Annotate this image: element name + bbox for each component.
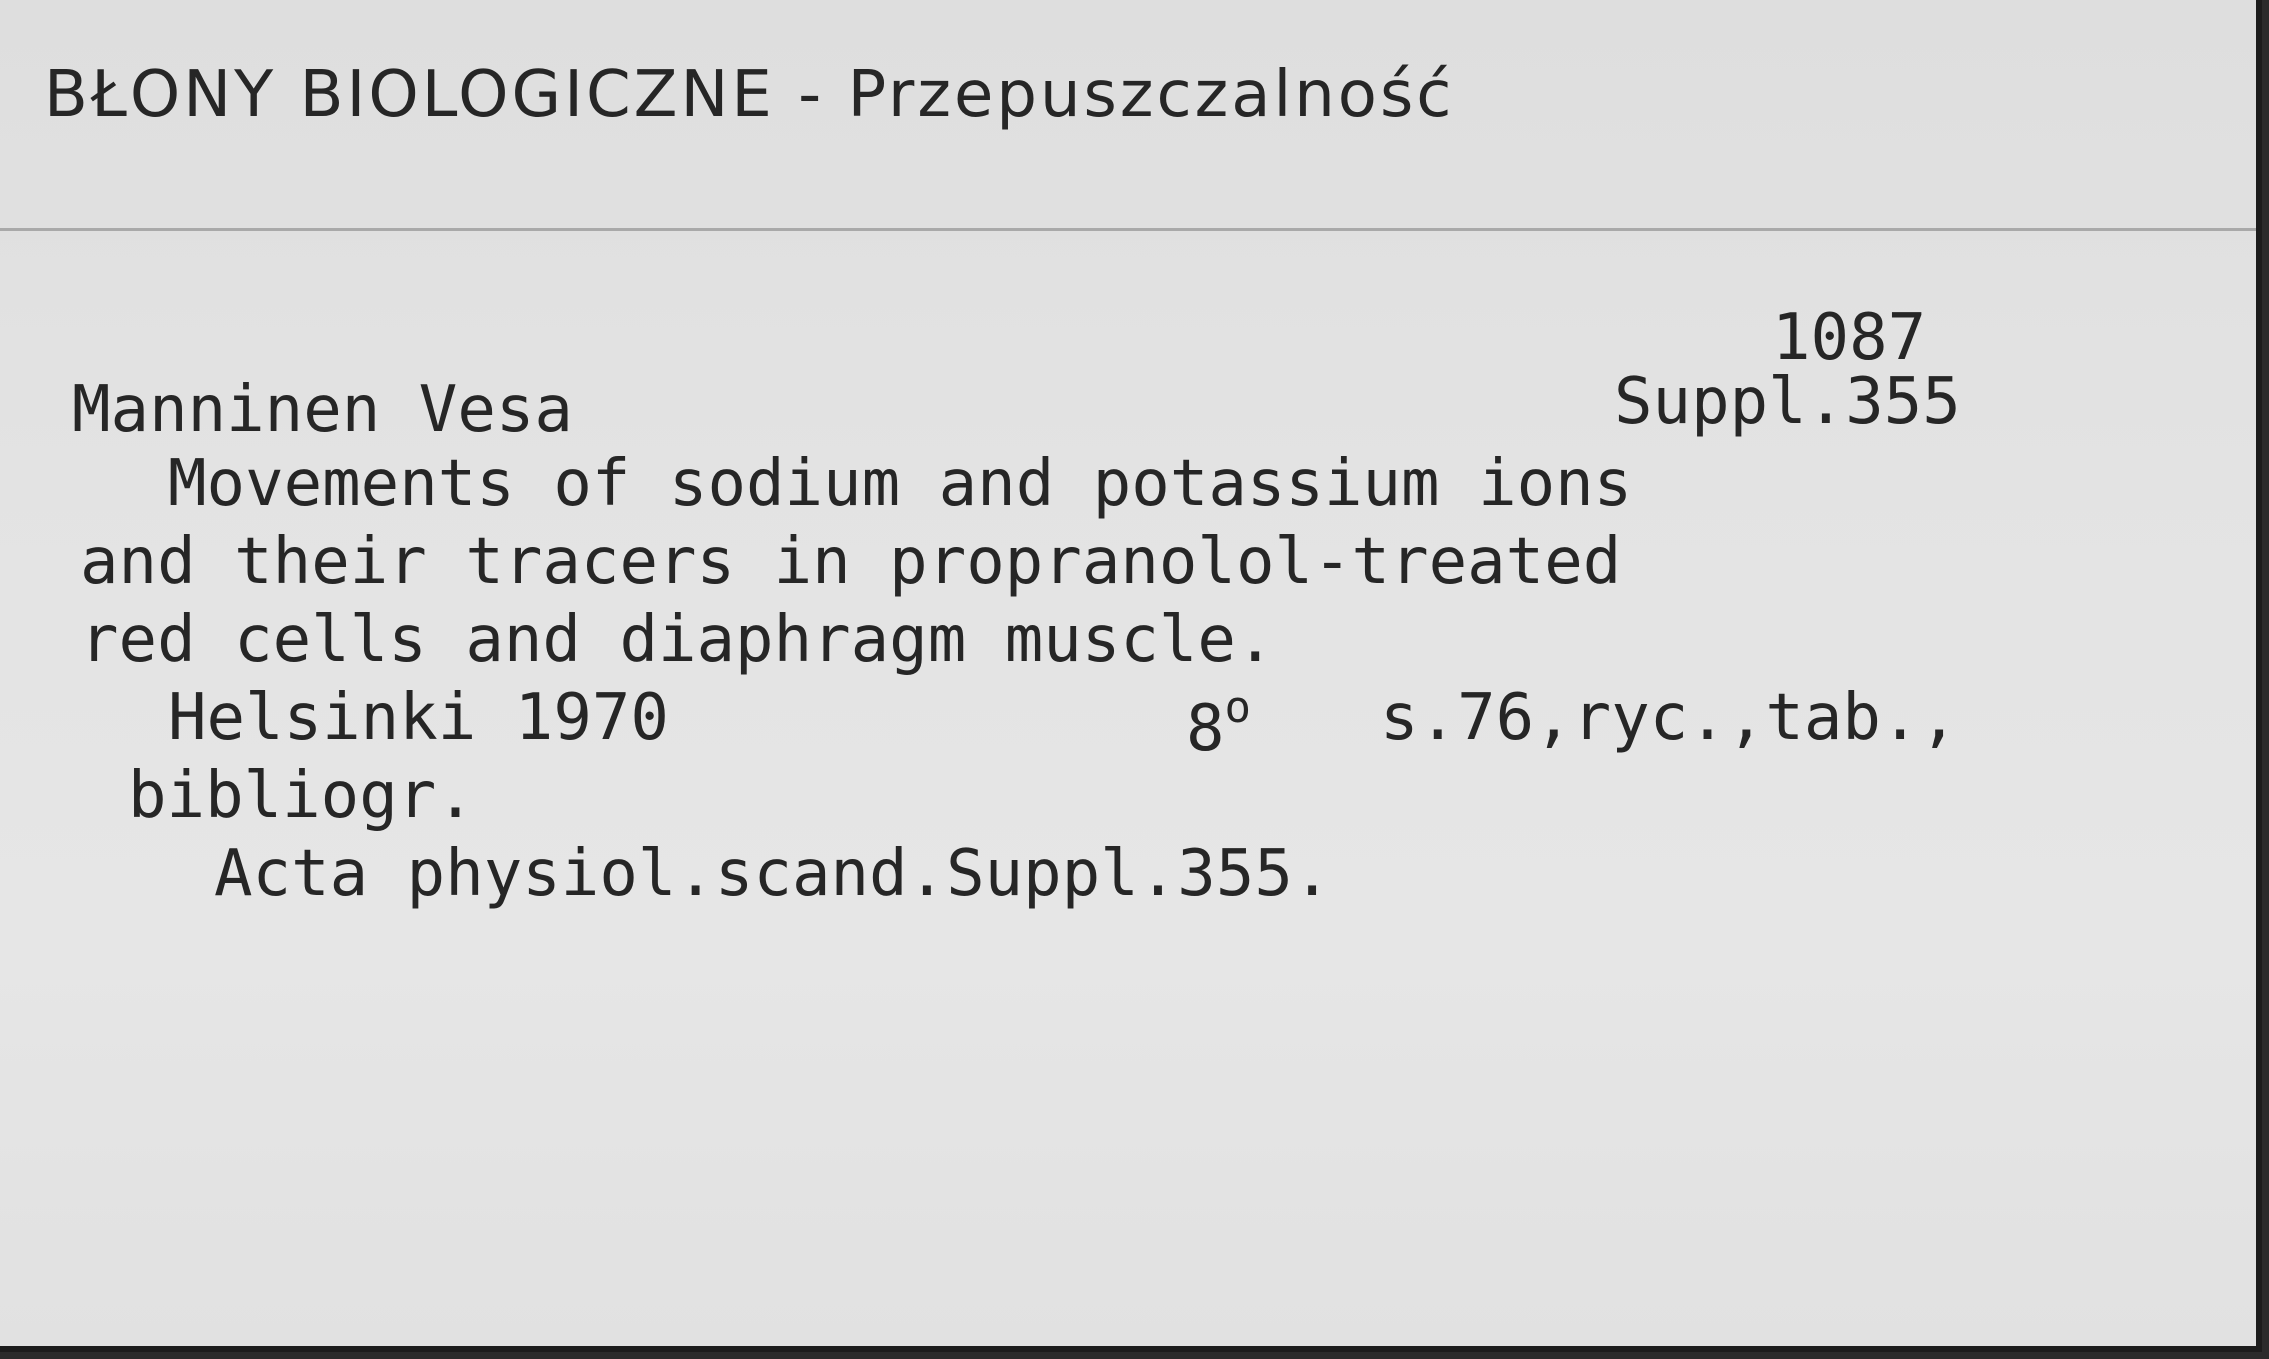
call-number-top: 1087	[1772, 301, 1927, 375]
bibliography-note: bibliogr.	[128, 759, 475, 833]
series-note: Acta physiol.scand.Suppl.355.	[214, 837, 1332, 911]
title-line-2: and their tracers in propranolol-treated	[80, 525, 1622, 599]
call-number-bottom: Suppl.355	[1614, 365, 1961, 439]
format-mark: o	[1224, 682, 1252, 733]
format	[1186, 682, 1252, 766]
author-name: Manninen Vesa	[72, 373, 573, 447]
format-number: 8	[1186, 692, 1225, 766]
header-divider	[0, 228, 2256, 231]
title-line-3: red cells and diaphragm muscle.	[80, 603, 1275, 677]
subject-heading: BŁONY BIOLOGICZNE - Przepuszczalność	[44, 58, 1455, 132]
place-year: Helsinki 1970	[168, 681, 669, 755]
pagination: s.76,ryc.,tab.,	[1380, 681, 1958, 755]
title-line-1: Movements of sodium and potassium ions	[168, 447, 1633, 521]
